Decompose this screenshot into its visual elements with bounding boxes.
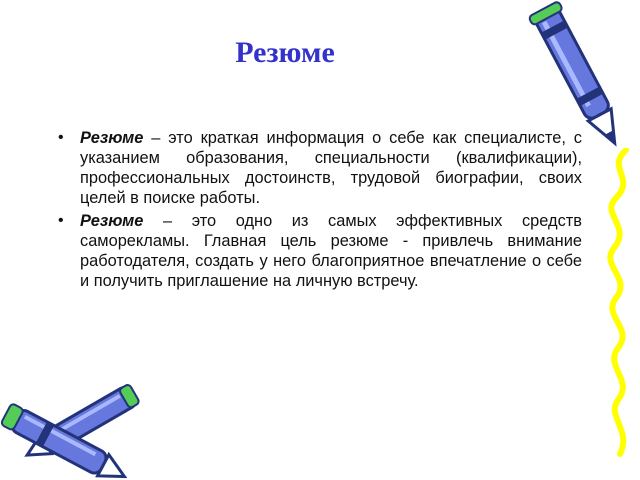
pen-top-icon [520, 0, 640, 160]
bullet-dot-icon: • [58, 212, 64, 229]
slide-title: Резюме [235, 36, 335, 69]
bullet-term: Резюме [80, 129, 144, 147]
bullet-list [58, 128, 582, 294]
pens-bottom-icon [0, 370, 150, 480]
bullet-dot-icon: • [58, 129, 64, 146]
bullet-item [58, 128, 582, 208]
yellow-squiggle-icon [596, 148, 640, 458]
bullet-text: – это краткая информация о себе как специалисте, с указанием образования, специальности (квалификации), профессиональных достоинств, трудовой биографии, своих целей в поиске работы. [80, 129, 582, 207]
bullet-text: – это одно из самых эффективных средств саморекламы. Главная цель резюме - привлечь внимание работодателя, создать у него благоприятное впечатление о себе и получить приглашение на личную встречу. [80, 212, 582, 290]
bullet-term: Резюме [80, 212, 144, 230]
bullet-item [58, 211, 582, 291]
